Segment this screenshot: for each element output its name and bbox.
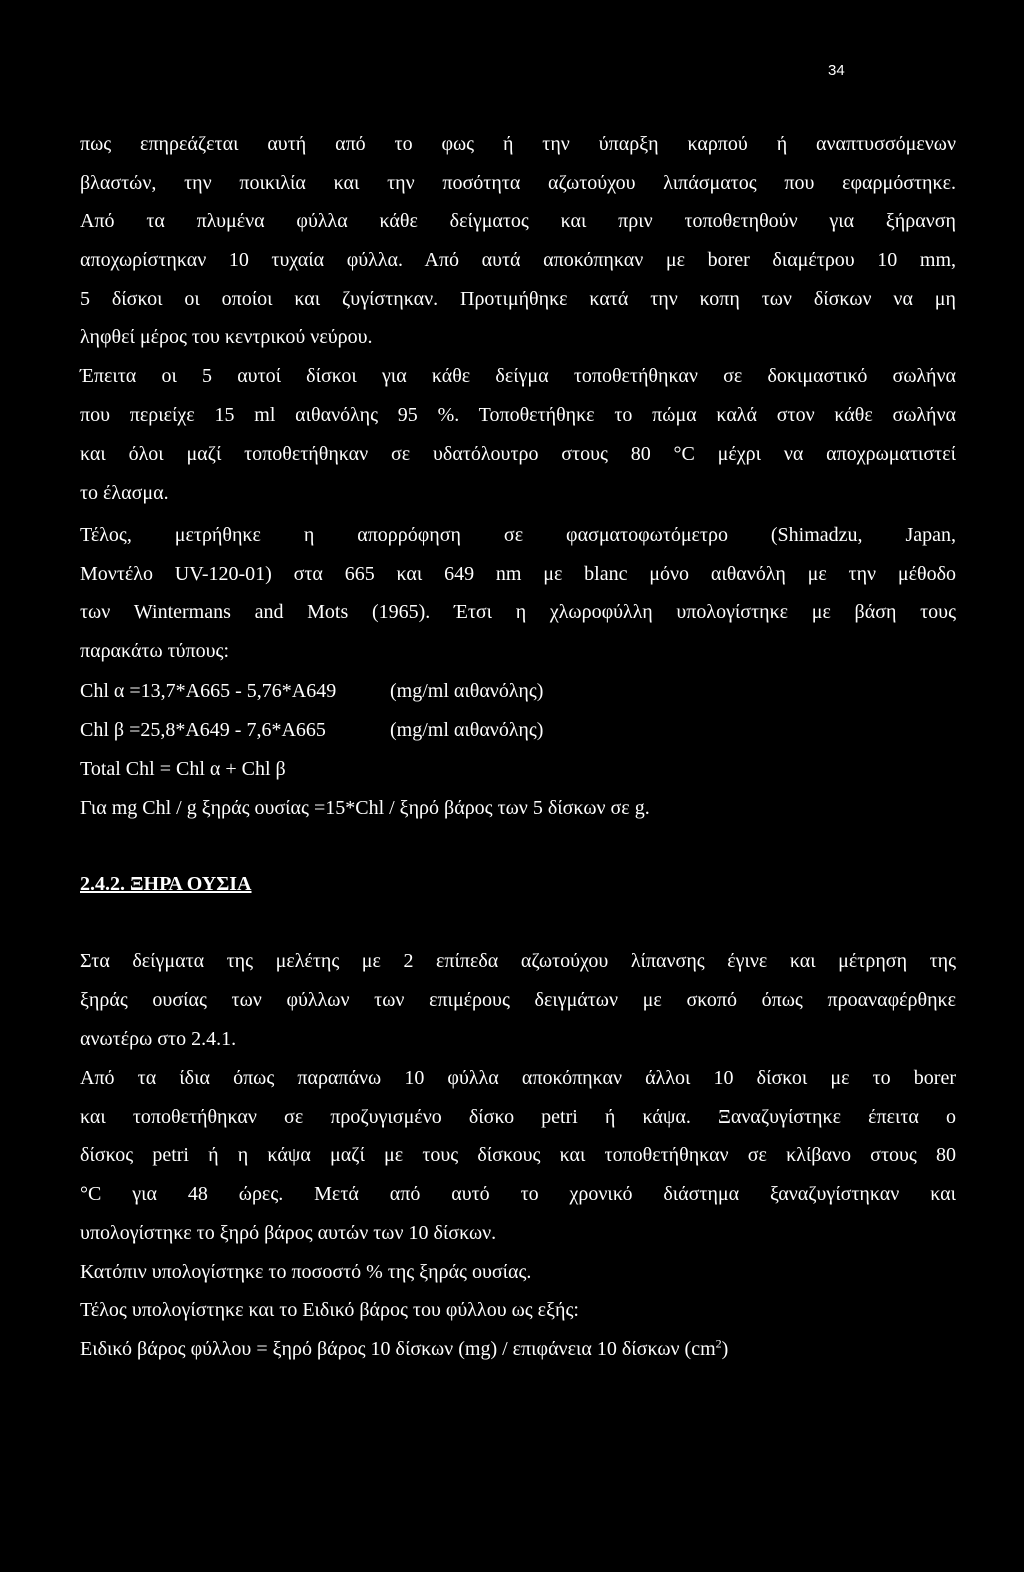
text-line: ληφθεί μέρος του κεντρικού νεύρου. — [80, 326, 373, 348]
text-line: Έπειτα οι 5 αυτοί δίσκοι για κάθε δείγμα τοποθετήθηκαν σε δοκιμαστικό σωλήνα — [80, 365, 956, 387]
text-line: παρακάτω τύπους: — [80, 640, 230, 662]
text-line: αποχωρίστηκαν 10 τυχαία φύλλα. Από αυτά αποκόπηκαν με borer διαμέτρου 10 mm, — [80, 249, 956, 271]
text-line: το έλασμα. — [80, 482, 169, 504]
page-number: 34 — [828, 62, 845, 79]
formula-superscript: 2 — [715, 1336, 722, 1351]
text-line: δίσκος petri ή η κάψα μαζί με τους δίσκους και τοποθετήθηκαν σε κλίβανο στους 80 — [80, 1144, 956, 1166]
text-line: ανωτέρω στο 2.4.1. — [80, 1028, 237, 1050]
text-line: Τέλος, μετρήθηκε η απορρόφηση σε φασματοφωτόμετρο (Shimadzu, Japan, — [80, 524, 956, 546]
formula-mg-per-g: Για mg Chl / g ξηράς ουσίας =15*Chl / ξηρό βάρος των 5 δίσκων σε g. — [80, 797, 650, 819]
text-line: υπολογίστηκε το ξηρό βάρος αυτών των 10 δίσκων. — [80, 1222, 497, 1244]
text-line: βλαστών, την ποικιλία και την ποσότητα αζωτούχου λιπάσματος που εφαρμόστηκε. — [80, 172, 956, 194]
formula-unit: (mg/ml αιθανόλης) — [390, 680, 544, 702]
text-line: και όλοι μαζί τοποθετήθηκαν σε υδατόλουτρο στους 80 °C μέχρι να αποχρωματιστεί — [80, 443, 956, 465]
text-line: πως επηρεάζεται αυτή από το φως ή την ύπαρξη καρπού ή αναπτυσσόμενων — [80, 133, 956, 155]
text-line: και τοποθετήθηκαν σε προζυγισμένο δίσκο petri ή κάψα. Ξαναζυγίστηκε έπειτα ο — [80, 1106, 956, 1128]
text-line: Τέλος υπολογίστηκε και το Ειδικό βάρος του φύλλου ως εξής: — [80, 1299, 579, 1321]
specific-weight-formula — [80, 1337, 956, 1361]
formula-text: Ειδικό βάρος φύλλου = ξηρό βάρος 10 δίσκων (mg) / επιφάνεια 10 δίσκων (cm — [80, 1338, 716, 1360]
text-line: Από τα πλυμένα φύλλα κάθε δείγματος και πριν τοποθετηθούν για ξήρανση — [80, 210, 956, 232]
text-line: °C για 48 ώρες. Μετά από αυτό το χρονικό διάστημα ξαναζυγίστηκαν και — [80, 1183, 956, 1205]
text-line: ξηράς ουσίας των φύλλων των επιμέρους δειγμάτων με σκοπό όπως προαναφέρθηκε — [80, 989, 956, 1011]
formula-expression: Chl α =13,7*A665 - 5,76*A649 — [80, 680, 337, 702]
text-line: που περιείχε 15 ml αιθανόλης 95 %. Τοποθετήθηκε το πώμα καλά στον κάθε σωλήνα — [80, 404, 956, 426]
text-line: Στα δείγματα της μελέτης με 2 επίπεδα αζωτούχου λίπανσης έγινε και μέτρηση της — [80, 950, 956, 972]
formula-expression: Chl β =25,8*A649 - 7,6*A665 — [80, 719, 326, 741]
formula-total-chl — [80, 757, 956, 781]
formula-close: ) — [721, 1338, 729, 1360]
text-line: Κατόπιν υπολογίστηκε το ποσοστό % της ξηράς ουσίας. — [80, 1261, 532, 1283]
formula-expression: Total Chl = Chl α + Chl β — [80, 758, 286, 780]
text-line: Μοντέλο UV-120-01) στα 665 και 649 nm με blanc μόνο αιθανόλη με την μέθοδο — [80, 563, 956, 585]
formula-unit: (mg/ml αιθανόλης) — [390, 719, 544, 741]
text-line: Από τα ίδια όπως παραπάνω 10 φύλλα αποκόπηκαν άλλοι 10 δίσκοι με το borer — [80, 1067, 956, 1089]
formula-chl-a — [80, 679, 956, 703]
text-line: 5 δίσκοι οι οποίοι και ζυγίστηκαν. Προτιμήθηκε κατά την κοπη των δίσκων να μη — [80, 288, 956, 310]
text-line: των Wintermans and Mots (1965). Έτσι η χλωροφύλλη υπολογίστηκε με βάση τους — [80, 601, 956, 623]
formula-chl-b — [80, 718, 956, 742]
section-heading: 2.4.2. ΞΗΡΑ ΟΥΣΙΑ — [80, 873, 252, 895]
